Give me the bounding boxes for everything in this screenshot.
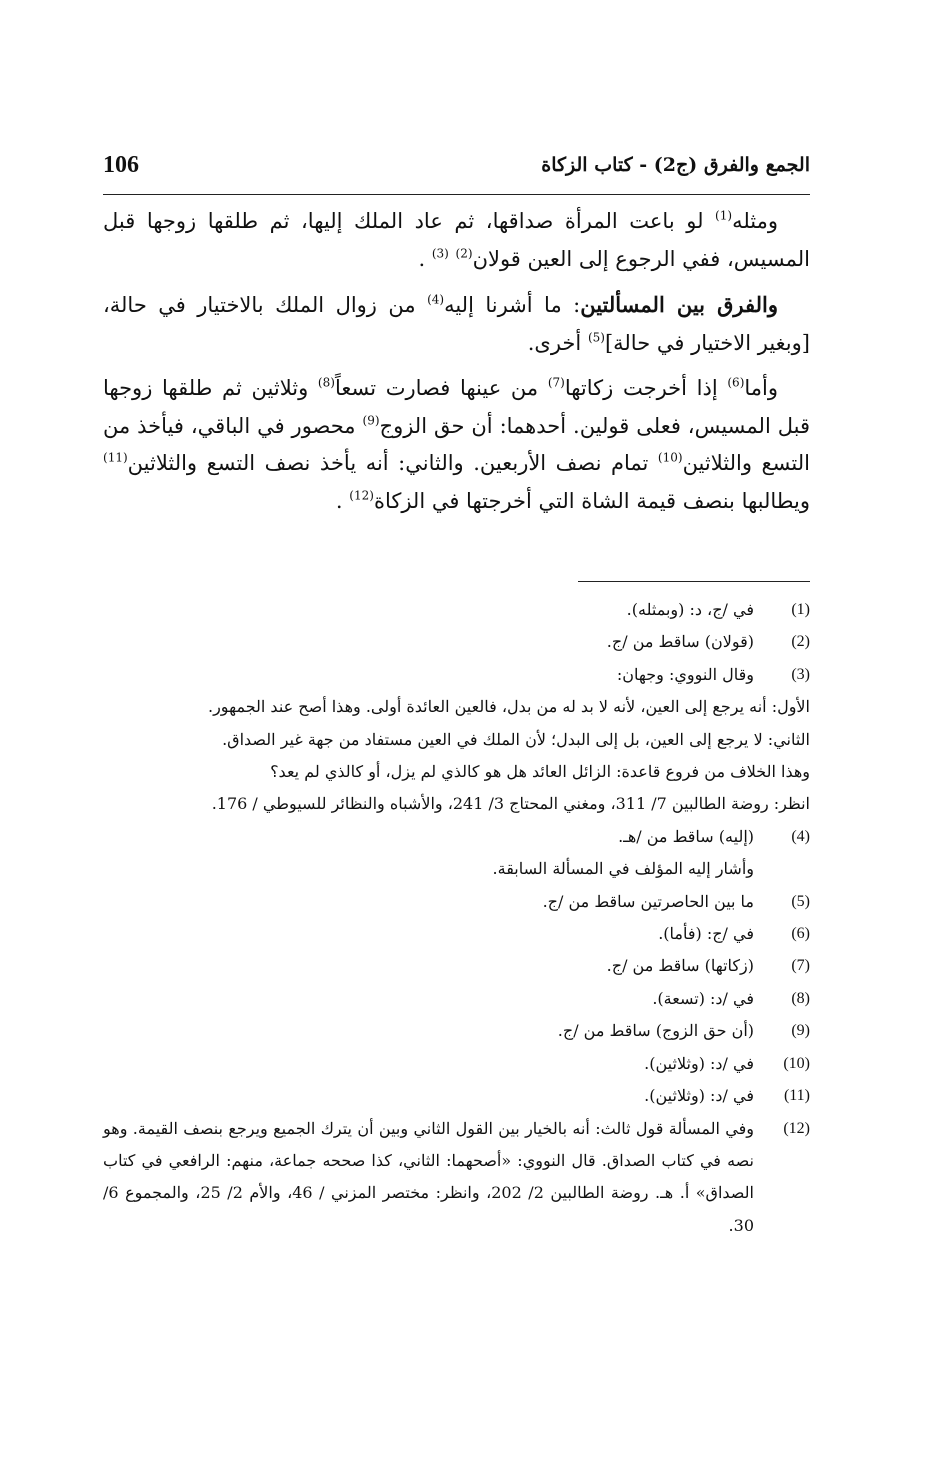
running-title: الجمع والفرق (ج2) - كتاب الزكاة: [541, 154, 810, 176]
paragraph-1: [103, 203, 810, 278]
footnote-12: [103, 1113, 810, 1243]
footnote-text: وقال النووي: وجهان:: [616, 664, 754, 684]
footnote-number: (10): [783, 1054, 810, 1072]
text-run: إذا أخرجت زكاتها: [564, 376, 728, 400]
paragraph-lead: والفرق بين المسألتين: [580, 292, 778, 317]
footnote-number: (11): [783, 1087, 810, 1105]
footnote-1: [103, 594, 810, 626]
footnote-ref: (2): [455, 246, 473, 261]
footnote-3-line: الثاني: لا يرجع إلى العين، بل إلى البدل؛ لأن الملك في العين مستفاد من جهة غير الصداق.: [222, 729, 810, 749]
main-text: [103, 203, 810, 528]
footnote-separator: [578, 581, 810, 582]
footnote-number: (2): [791, 633, 810, 651]
text-run: من عينها فصارت تسعاً: [334, 376, 548, 400]
page-number: 106: [103, 152, 139, 178]
footnote-text: (إليه) ساقط من /هـ.: [618, 826, 754, 846]
footnote-text: (زكاتها) ساقط من /ج.: [606, 956, 754, 976]
footnote-3-line: الأول: أنه يرجع إلى العين، لأنه لا بد له من بدل، فالعين العائدة أولى. وهذا أصح عند الجمهور.: [207, 697, 810, 717]
footnote-4: [103, 821, 810, 853]
footnote-ref: (8): [317, 375, 335, 390]
footnote-11: [103, 1080, 810, 1112]
footnote-text: وفي المسألة قول ثالث: أنه بالخيار بين القول الثاني وبين أن يترك الجميع ويرجع بنصف القيمة. وهو نصه في كتاب الصداق. قال النووي: «أصحهما: الثاني، كذا صححه جماعة، منهم: الرافعي في كتاب الصداق» أ. هـ. روضة الطالبين 2/ 202، وانظر: مختصر المزني / 46، والأم 2/ 25، والمجموع 6/ 30.: [103, 1118, 755, 1235]
footnote-number: (9): [791, 1022, 810, 1040]
text-run: أخرى.: [527, 330, 588, 355]
page-header: [103, 150, 810, 195]
footnote-number: (7): [791, 957, 810, 975]
footnote-number: (4): [791, 827, 810, 845]
footnote-9: [103, 1015, 810, 1047]
footnote-ref: (6): [727, 375, 745, 390]
footnote-number: (12): [783, 1119, 810, 1137]
footnote-ref: (1): [715, 208, 733, 223]
footnote-text: ما بين الحاصرتين ساقط من /ج.: [542, 891, 754, 911]
footnote-ref: (4): [427, 292, 445, 307]
text-run: تمام نصف الأربعين. والثاني: أنه يأخذ نصف التسع والثلاثين: [127, 451, 658, 475]
text-run: : ما أشرنا إليه: [444, 293, 581, 317]
paragraph-2: [103, 286, 810, 362]
text-run: وأما: [744, 376, 778, 400]
footnote-ref: (10): [657, 450, 683, 465]
footnote-number: (1): [791, 601, 810, 618]
footnotes: [103, 594, 810, 1242]
footnote-number: (6): [791, 925, 810, 943]
footnote-number: (5): [791, 892, 810, 910]
footnote-ref: (3): [431, 246, 449, 261]
footnote-text: (قولان) ساقط من /ج.: [606, 632, 754, 652]
footnote-2: [103, 626, 810, 658]
footnote-ref: (12): [349, 488, 374, 503]
footnote-text: في /ج، د: (وبمثله).: [626, 600, 754, 619]
text-run: محصور في الباقي، فيأخذ من التسع والثلاثين: [103, 413, 810, 475]
text-run: لو باعت المرأة صداقها، ثم عاد الملك إليها، ثم طلقها زوجها قبل المسيس، ففي الرجوع إلى العين قولان: [103, 209, 810, 271]
footnote-10: [103, 1048, 810, 1080]
text-run: من زوال الملك بالاختيار في حالة، [وبغير الاختيار في حالة]: [103, 293, 810, 355]
text-run: ويطالبها بنصف قيمة الشاة التي أخرجتها في الزكاة: [373, 488, 810, 513]
text-run: ومثله: [732, 209, 778, 233]
paragraph-3: [103, 370, 810, 520]
footnote-5: [103, 886, 810, 918]
footnote-number: (8): [791, 989, 810, 1007]
text-run: وثلاثين ثم طلقها زوجها قبل المسيس، فعلى قولين. أحدهما: أن حق الزوج: [103, 376, 810, 438]
footnote-3-line: وهذا الخلاف من فروع قاعدة: الزائل العائد هل هو كالذي لم يزل، أو كالذي لم يعد؟: [270, 762, 810, 782]
footnote-ref: (11): [103, 450, 128, 465]
footnote-8: [103, 983, 810, 1015]
footnote-ref: (7): [547, 375, 565, 390]
footnote-text: في /د: (وثلاثين).: [644, 1086, 754, 1106]
text-run: .: [335, 488, 350, 513]
footnote-text: في /د: (تسعة).: [652, 988, 754, 1008]
footnote-3-line: انظر: روضة الطالبين 7/ 311، ومغني المحتاج 3/ 241، والأشباه والنظائر للسيوطي / 176.: [211, 794, 810, 814]
footnote-text: (أن حق الزوج) ساقط من /ج.: [557, 1021, 754, 1041]
footnote-text: في /ج: (فأما).: [658, 924, 754, 944]
footnote-ref: (9): [362, 413, 380, 428]
footnote-6: [103, 918, 810, 950]
footnote-4-line: وأشار إليه المؤلف في المسألة السابقة.: [492, 859, 754, 879]
footnote-text: في /د: (وثلاثين).: [644, 1053, 754, 1073]
footnote-number: (3): [791, 665, 810, 683]
text-run: .: [418, 246, 432, 271]
footnote-3: [103, 659, 810, 691]
footnote-7: [103, 950, 810, 982]
footnote-ref: (5): [587, 330, 605, 345]
